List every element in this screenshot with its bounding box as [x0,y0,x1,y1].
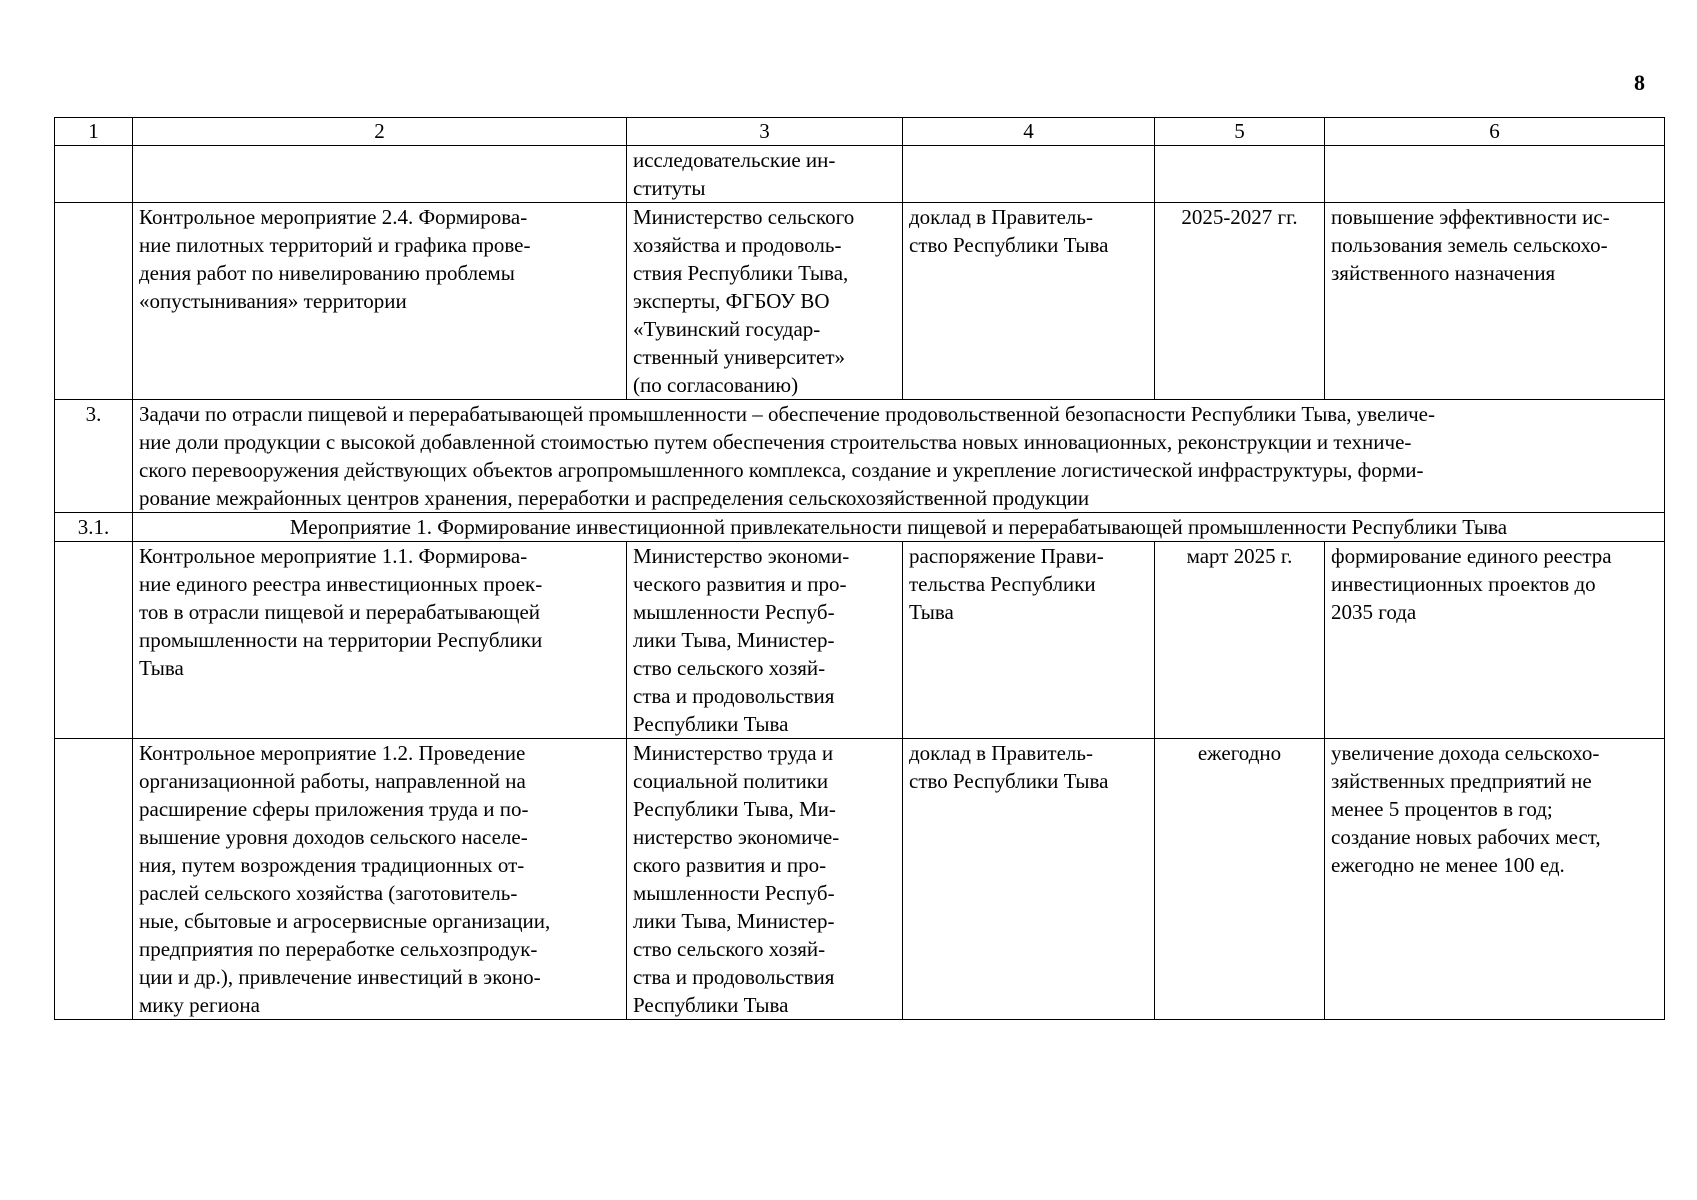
result-cell: формирование единого реестра инвестиционных проектов до 2035 года [1325,542,1665,739]
column-number-3: 3 [627,118,903,146]
table-row [55,203,1665,400]
table-row [55,739,1665,1020]
column-number-2: 2 [133,118,627,146]
document-type-cell: доклад в Правитель- ство Республики Тыва [903,739,1155,1020]
responsible-cell: Министерство экономи- ческого развития и про- мышленности Респуб- лики Тыва, Министер- ство сельского хозяй- ства и продовольствия Республики Тыва [627,542,903,739]
deadline-cell: март 2025 г. [1155,542,1325,739]
result-cell: увеличение дохода сельскохо- зяйственных предприятий не менее 5 процентов в год; создание новых рабочих мест, ежегодно не менее 100 ед. [1325,739,1665,1020]
result-cell: повышение эффективности ис- пользования земель сельскохо- зяйственного назначения [1325,203,1665,400]
subsection-number-cell: 3.1. [55,513,133,542]
subsection-row [55,513,1665,542]
event-cell: Контрольное мероприятие 2.4. Формирова- ние пилотных территорий и графика прове- дения работ по нивелированию проблемы «опустынивания» территории [133,203,627,400]
document-type-cell: распоряжение Прави- тельства Республики Тыва [903,542,1155,739]
deadline-cell [1155,146,1325,203]
column-number-6: 6 [1325,118,1665,146]
row-number-cell [55,203,133,400]
responsible-cell: исследовательские ин- ституты [627,146,903,203]
document-type-cell [903,146,1155,203]
section-row [55,400,1665,513]
result-cell [1325,146,1665,203]
row-number-cell [55,739,133,1020]
table-row [55,146,1665,203]
responsible-cell: Министерство труда и социальной политики Республики Тыва, Ми- нистерство экономиче- ского развития и про- мышленности Респуб- лики Тыва, Министер- ство сельского хозяй- ства и продовольствия Республики Тыва [627,739,903,1020]
event-cell: Контрольное мероприятие 1.1. Формирова- ние единого реестра инвестиционных проек- тов в отрасли пищевой и перерабатывающей промышленности на территории Республики Тыва [133,542,627,739]
deadline-cell: 2025-2027 гг. [1155,203,1325,400]
plan-table [54,117,1665,1020]
page-number: 8 [1634,70,1645,95]
responsible-cell: Министерство сельского хозяйства и продоволь- ствия Республики Тыва, эксперты, ФГБОУ ВО «Тувинский государ- ственный университет» (по согласованию) [627,203,903,400]
section-task-cell: Задачи по отрасли пищевой и перерабатывающей промышленности – обеспечение продовольственной безопасности Республики Тыва, увеличе- ние доли продукции с высокой добавленной стоимостью путем обеспечения строительства новых инновационных, реконструкции и техниче- ского перевооружения действующих объектов агропромышленного комплекса, создание и укрепление логистической инфраструктуры, форми- рование межрайонных центров хранения, переработки и распределения сельскохозяйственной продукции [133,400,1665,513]
row-number-cell [55,542,133,739]
event-cell: Контрольное мероприятие 1.2. Проведение организационной работы, направленной на расширение сферы приложения труда и по- вышение уровня доходов сельского населе- ния, путем возрождения традиционных от- раслей сельского хозяйства (заготовитель- ные, сбытовые и агросервисные организации, предприятия по переработке сельхозпродук- ции и др.), привлечение инвестиций в эконо- мику региона [133,739,627,1020]
table-header-row [55,118,1665,146]
section-number-cell: 3. [55,400,133,513]
deadline-cell: ежегодно [1155,739,1325,1020]
column-number-1: 1 [55,118,133,146]
subsection-title-cell: Мероприятие 1. Формирование инвестиционной привлекательности пищевой и перерабатывающей промышленности Республики Тыва [133,513,1665,542]
event-cell [133,146,627,203]
column-number-4: 4 [903,118,1155,146]
document-type-cell: доклад в Правитель- ство Республики Тыва [903,203,1155,400]
table-row [55,542,1665,739]
row-number-cell [55,146,133,203]
column-number-5: 5 [1155,118,1325,146]
